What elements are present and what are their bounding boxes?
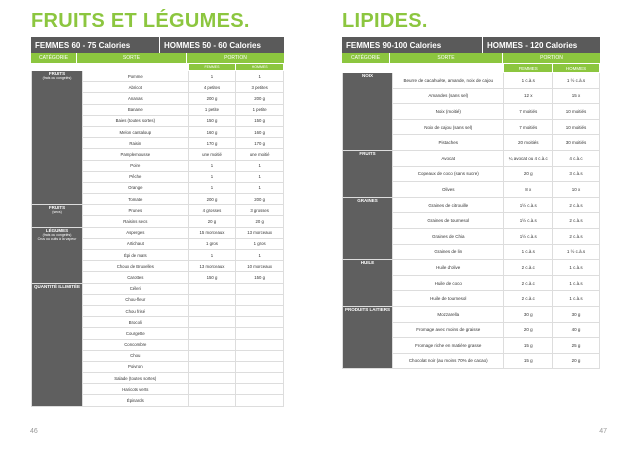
category-cell — [32, 227, 83, 283]
sorte-cell: Salade (toutes sortes) — [83, 373, 189, 384]
femmes-cell: 200 g — [188, 93, 236, 104]
sorte-cell: Ananas — [83, 93, 189, 104]
hommes-cell — [236, 350, 284, 361]
hommes-cell — [236, 361, 284, 372]
sorte-cell: Raisins secs — [83, 216, 189, 227]
sorte-cell: Tomate — [83, 194, 189, 205]
header-hommes: HOMMES 50 - 60 Calories — [159, 37, 284, 53]
table-row — [32, 283, 284, 294]
table-row — [343, 260, 600, 276]
sorte-cell: Épinards — [83, 395, 189, 406]
hommes-cell: 10 moitiés — [552, 104, 599, 120]
sorte-cell: Haricots verts — [83, 384, 189, 395]
femmes-cell: 30 g — [504, 306, 553, 322]
sorte-cell: Pomme — [83, 71, 189, 82]
page-title: LIPIDES. — [342, 10, 428, 32]
sorte-cell: Huile de tournesol — [393, 291, 504, 307]
col-categorie: CATÉGORIE — [350, 55, 381, 61]
sorte-cell: Graines de tournesol — [393, 213, 504, 229]
hommes-cell: 40 g — [552, 322, 599, 338]
femmes-cell: une moitié — [188, 149, 236, 160]
femmes-cell: 1 c.à.s — [504, 73, 553, 89]
header-femmes: FEMMES 90-100 Calories — [346, 40, 442, 50]
table-row — [32, 227, 284, 238]
sorte-cell: Banane — [83, 104, 189, 115]
femmes-cell: 15 morceaux — [188, 227, 236, 238]
hommes-cell — [236, 305, 284, 316]
hommes-cell: 3 grosses — [236, 205, 284, 216]
hommes-cell — [236, 283, 284, 294]
column-header — [342, 53, 600, 63]
sorte-cell: Chou frisé — [83, 305, 189, 316]
femmes-cell: 15 g — [504, 353, 553, 369]
femmes-cell: 1 c.à.s — [504, 244, 553, 260]
category-cell — [32, 283, 83, 406]
hommes-cell: une moitié — [236, 149, 284, 160]
sorte-cell: Artichaut — [83, 238, 189, 249]
hommes-cell — [236, 395, 284, 406]
sorte-cell: Céleri — [83, 283, 189, 294]
hommes-cell: 10 x — [552, 182, 599, 198]
category-name: FRUITS — [359, 150, 376, 156]
category-cell — [32, 71, 83, 205]
sorte-cell: Olives — [393, 182, 504, 198]
sorte-cell: Chocolat noir (au moins 70% de cacao) — [393, 353, 504, 369]
femmes-cell: 4 grosses — [188, 205, 236, 216]
portion-subheader — [32, 64, 284, 71]
sorte-cell: Carottes — [83, 272, 189, 283]
col-sorte: SORTE — [389, 53, 502, 63]
category-cell — [343, 150, 393, 197]
category-note: (frais ou congelés) — [42, 76, 72, 80]
category-name: HUILE — [360, 260, 375, 266]
hommes-cell: 1 — [236, 160, 284, 171]
femmes-cell: 1 — [188, 171, 236, 182]
femmes-cell — [188, 317, 236, 328]
category-note: (frais ou congelés) — [42, 232, 72, 237]
sorte-cell: Noix (moitié) — [393, 104, 504, 120]
table-row — [32, 205, 284, 216]
table-row — [343, 150, 600, 166]
femmes-cell: 1 petite — [188, 104, 236, 115]
table-row — [343, 73, 600, 89]
sorte-cell: Graines de lin — [393, 244, 504, 260]
femmes-cell — [188, 283, 236, 294]
hommes-cell: 1 c.à.s — [552, 291, 599, 307]
femmes-cell: ¼ avocat ou 4 c.à.c — [504, 150, 553, 166]
category-cell — [343, 197, 393, 259]
sorte-cell: Baies (toutes sortes) — [83, 115, 189, 126]
femmes-cell: 1½ c.à.s — [504, 197, 553, 213]
sorte-cell: Mozzarella — [393, 306, 504, 322]
hommes-cell — [236, 384, 284, 395]
femmes-cell: 2 c.à.c — [504, 291, 553, 307]
category-cell — [343, 306, 393, 368]
hommes-cell: 15 x — [552, 88, 599, 104]
hommes-cell: 20 g — [552, 353, 599, 369]
portion-subheader — [343, 64, 600, 73]
sorte-cell: Chou-fleur — [83, 294, 189, 305]
hommes-cell: 25 g — [552, 338, 599, 354]
fruits-legumes-table — [31, 63, 284, 407]
sorte-cell: Abricot — [83, 82, 189, 93]
hommes-cell: 1 — [236, 182, 284, 193]
sorte-cell: Graines de citrouille — [393, 197, 504, 213]
sorte-cell: Fromage avec moins de graisse — [393, 322, 504, 338]
category-cell — [32, 205, 83, 227]
femmes-cell — [188, 395, 236, 406]
hommes-cell: 10 moitiés — [552, 119, 599, 135]
hommes-cell: 1 c.à.s — [552, 260, 599, 276]
hommes-cell: 150 g — [236, 115, 284, 126]
hommes-cell: 1 ½ c.à.s — [552, 244, 599, 260]
femmes-cell — [188, 294, 236, 305]
hommes-cell: 13 morceaux — [236, 227, 284, 238]
page-number: 46 — [30, 428, 38, 435]
header-hommes: HOMMES - 120 Calories — [482, 37, 600, 53]
femmes-cell — [188, 361, 236, 372]
column-header — [31, 53, 284, 63]
femmes-cell: 160 g — [188, 126, 236, 137]
hommes-cell: 1 ½ c.à.s — [552, 73, 599, 89]
subheader-femmes: FEMMES — [188, 64, 236, 71]
femmes-cell: 20 g — [504, 166, 553, 182]
table-row — [32, 71, 284, 82]
sorte-cell: Avocat — [393, 150, 504, 166]
femmes-cell: 1 — [188, 250, 236, 261]
hommes-cell: 1 — [236, 71, 284, 82]
table-row — [343, 197, 600, 213]
sorte-cell: Huile d'olive — [393, 260, 504, 276]
category-name: LÉGUMES — [45, 227, 69, 233]
hommes-cell — [236, 317, 284, 328]
sorte-cell: Pistaches — [393, 135, 504, 151]
hommes-cell: 30 g — [552, 306, 599, 322]
femmes-cell: 7 moitiés — [504, 119, 553, 135]
femmes-cell: 7 moitiés — [504, 104, 553, 120]
category-name: FRUITS — [48, 71, 66, 76]
col-portion: PORTION — [502, 53, 600, 63]
sorte-cell: Pamplemousse — [83, 149, 189, 160]
header-femmes: FEMMES 60 - 75 Calories — [35, 40, 131, 50]
femmes-cell — [188, 384, 236, 395]
hommes-cell: 200 g — [236, 194, 284, 205]
hommes-cell: 1 — [236, 250, 284, 261]
hommes-cell — [236, 373, 284, 384]
category-name: NOIX — [362, 73, 374, 78]
page-number: 47 — [599, 428, 607, 435]
hommes-cell: 2 c.à.s — [552, 197, 599, 213]
hommes-cell — [236, 339, 284, 350]
page-title: FRUITS ET LÉGUMES. — [31, 10, 250, 32]
femmes-cell: 20 moitiés — [504, 135, 553, 151]
sorte-cell: Orange — [83, 182, 189, 193]
sorte-cell: Prunes — [83, 205, 189, 216]
femmes-cell — [188, 373, 236, 384]
category-name: PRODUITS LAITIERS — [345, 306, 391, 312]
sorte-cell: Melon cantaloup — [83, 126, 189, 137]
hommes-cell: 20 g — [236, 216, 284, 227]
sorte-cell: Fromage riche en matière grasse — [393, 338, 504, 354]
hommes-cell — [236, 328, 284, 339]
femmes-cell — [188, 350, 236, 361]
right-page — [319, 0, 638, 453]
femmes-cell: 8 x — [504, 182, 553, 198]
sorte-cell: Courgette — [83, 328, 189, 339]
sorte-cell: Noix de cajou (sans sel) — [393, 119, 504, 135]
category-note: (secs) — [52, 210, 62, 215]
hommes-cell: 150 g — [236, 272, 284, 283]
hommes-cell: 1 c.à.s — [552, 275, 599, 291]
femmes-cell: 1 — [188, 182, 236, 193]
blank-cell — [343, 64, 504, 73]
category-cell — [343, 260, 393, 307]
hommes-cell: 4 c.à.c — [552, 150, 599, 166]
sorte-cell: Raisin — [83, 138, 189, 149]
category-note: Crus ou cuits à la vapeur — [37, 236, 77, 241]
femmes-cell — [188, 328, 236, 339]
sorte-cell: Poivron — [83, 361, 189, 372]
femmes-cell: 12 x — [504, 88, 553, 104]
hommes-cell: 30 moitiés — [552, 135, 599, 151]
lipides-table — [342, 63, 600, 369]
col-portion: PORTION — [186, 53, 284, 63]
sorte-cell: Concombre — [83, 339, 189, 350]
calorie-header — [31, 37, 284, 53]
femmes-cell: 4 petites — [188, 82, 236, 93]
category-name: GRAINES — [357, 197, 378, 203]
category-name: QUANTITÉ ILLIMITÉE — [34, 283, 80, 289]
col-categorie: CATÉGORIE — [38, 55, 69, 61]
sorte-cell: Pêche — [83, 171, 189, 182]
femmes-cell: 150 g — [188, 115, 236, 126]
calorie-header — [342, 37, 600, 53]
sorte-cell: Brocoli — [83, 317, 189, 328]
femmes-cell: 170 g — [188, 138, 236, 149]
femmes-cell: 1½ c.à.s — [504, 213, 553, 229]
femmes-cell — [188, 339, 236, 350]
blank-cell — [32, 64, 189, 71]
sorte-cell: Beurre de cacahuète, amande, noix de cajou — [393, 73, 504, 89]
hommes-cell: 2 c.à.s — [552, 228, 599, 244]
femmes-cell — [188, 305, 236, 316]
category-name: FRUITS — [48, 205, 66, 211]
hommes-cell: 1 gros — [236, 238, 284, 249]
femmes-cell: 200 g — [188, 194, 236, 205]
sorte-cell: Copeaux de coco (sans sucre) — [393, 166, 504, 182]
femmes-cell: 1½ c.à.s — [504, 228, 553, 244]
femmes-cell: 20 g — [504, 322, 553, 338]
femmes-cell: 1 — [188, 160, 236, 171]
femmes-cell: 2 c.à.c — [504, 260, 553, 276]
subheader-femmes: FEMMES — [504, 64, 553, 73]
sorte-cell: Choux de Bruxelles — [83, 261, 189, 272]
sorte-cell: Poire — [83, 160, 189, 171]
hommes-cell: 2 c.à.s — [552, 213, 599, 229]
femmes-cell: 2 c.à.c — [504, 275, 553, 291]
col-sorte: SORTE — [76, 53, 186, 63]
femmes-cell: 150 g — [188, 272, 236, 283]
table-row — [343, 306, 600, 322]
hommes-cell: 1 petite — [236, 104, 284, 115]
femmes-cell: 1 gros — [188, 238, 236, 249]
subheader-hommes: HOMMES — [236, 64, 284, 71]
sorte-cell: Chou — [83, 350, 189, 361]
hommes-cell: 3 petites — [236, 82, 284, 93]
hommes-cell: 160 g — [236, 126, 284, 137]
hommes-cell: 200 g — [236, 93, 284, 104]
hommes-cell: 3 c.à.s — [552, 166, 599, 182]
femmes-cell: 13 morceaux — [188, 261, 236, 272]
sorte-cell: Amandes (sans sel) — [393, 88, 504, 104]
hommes-cell: 1 — [236, 171, 284, 182]
sorte-cell: Huile de coco — [393, 275, 504, 291]
hommes-cell: 170 g — [236, 138, 284, 149]
subheader-hommes: HOMMES — [552, 64, 599, 73]
category-cell — [343, 73, 393, 151]
sorte-cell: Asperges — [83, 227, 189, 238]
hommes-cell: 10 morceaux — [236, 261, 284, 272]
femmes-cell: 20 g — [188, 216, 236, 227]
hommes-cell — [236, 294, 284, 305]
sorte-cell: Épi de maïs — [83, 250, 189, 261]
femmes-cell: 15 g — [504, 338, 553, 354]
femmes-cell: 1 — [188, 71, 236, 82]
sorte-cell: Graines de Chia — [393, 228, 504, 244]
